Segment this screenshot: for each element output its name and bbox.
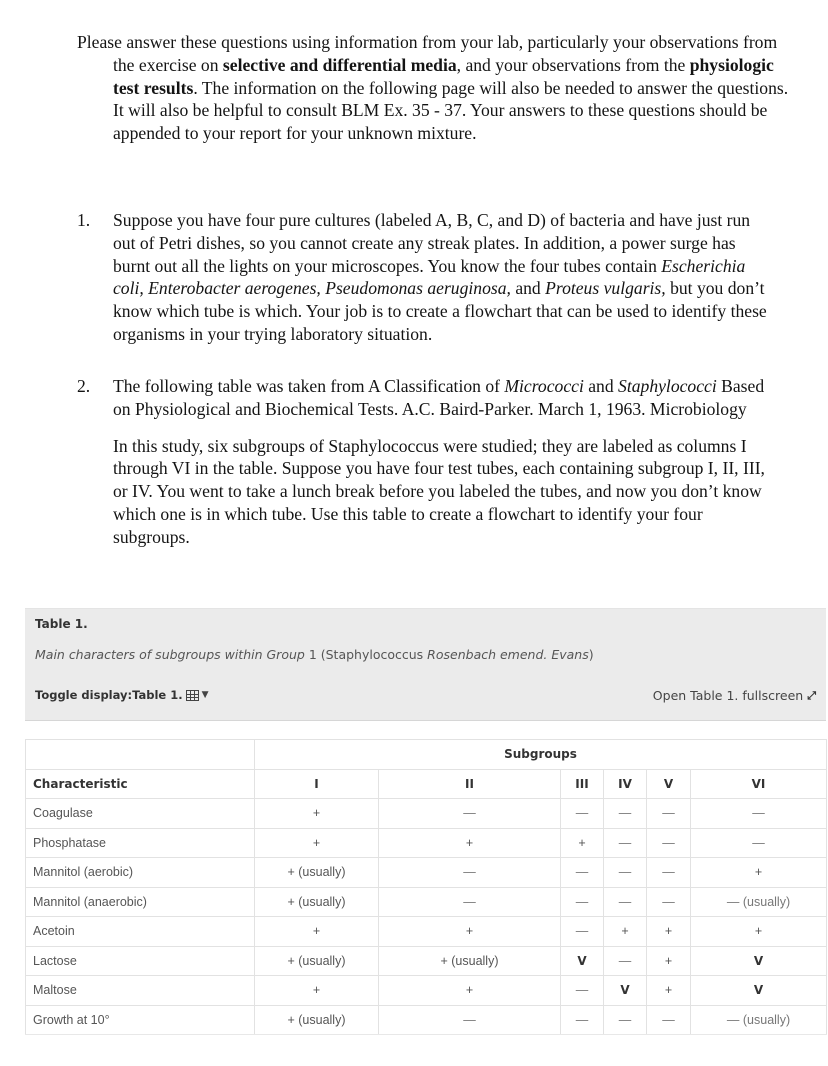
- value-cell: —: [647, 828, 691, 858]
- column-header-i: I: [255, 769, 379, 799]
- value-cell: —: [604, 887, 647, 917]
- column-header-v: V: [647, 769, 691, 799]
- characteristic-cell: Mannitol (aerobic): [26, 858, 255, 888]
- column-header-characteristic: Characteristic: [26, 769, 255, 799]
- value-cell: +: [379, 917, 561, 947]
- table-row: [26, 917, 827, 947]
- characteristic-cell: Mannitol (anaerobic): [26, 887, 255, 917]
- value-cell: —: [604, 1005, 647, 1035]
- value-cell: +: [647, 946, 691, 976]
- table-group-header-row: [26, 740, 827, 770]
- text-segment: Staphylococci: [618, 376, 717, 396]
- question-body: [113, 209, 773, 346]
- text-segment: Micrococci: [504, 376, 584, 396]
- text-segment: and: [583, 376, 619, 396]
- value-cell: +: [255, 828, 379, 858]
- value-cell: V: [604, 976, 647, 1006]
- question-paragraph: [113, 435, 773, 549]
- expand-arrows-icon: ⤢: [807, 688, 816, 702]
- value-cell: V: [561, 946, 604, 976]
- text-segment: and: [510, 278, 546, 299]
- subgroups-table: [25, 739, 827, 1035]
- caption-part: Main characters of subgroups within Group: [35, 647, 305, 662]
- question-1: [77, 209, 777, 346]
- value-cell: —: [604, 799, 647, 829]
- table-column-header-row: [26, 769, 827, 799]
- empty-header-cell: [26, 740, 255, 770]
- value-cell: —: [691, 799, 827, 829]
- value-cell: —: [379, 799, 561, 829]
- value-cell: +: [561, 828, 604, 858]
- characteristic-cell: Phosphatase: [26, 828, 255, 858]
- value-cell: + (usually): [379, 946, 561, 976]
- value-cell: —: [561, 858, 604, 888]
- column-header-ii: II: [379, 769, 561, 799]
- intro-paragraph: [77, 31, 803, 145]
- question-number: 1.: [77, 210, 91, 230]
- question-body: [113, 375, 773, 549]
- value-cell: —: [604, 946, 647, 976]
- value-cell: +: [255, 976, 379, 1006]
- caption-part: 1 (Staphylococcus: [304, 647, 428, 662]
- question-paragraph: [113, 209, 773, 346]
- text-segment: . The information on the following page will also be needed to answer the questions. It will also be helpful to consult BLM Ex. 35 - 37. Your answers to these questions should be appended to your report for your unknown mixture.: [113, 77, 789, 144]
- value-cell: —: [379, 887, 561, 917]
- value-cell: —: [561, 976, 604, 1006]
- value-cell: V: [691, 946, 827, 976]
- toggle-display-button[interactable]: [35, 688, 209, 702]
- characteristic-cell: Maltose: [26, 976, 255, 1006]
- characteristic-cell: Acetoin: [26, 917, 255, 947]
- table-label: Table 1.: [35, 617, 88, 631]
- text-segment: In this study, six subgroups of Staphylococcus were studied; they are labeled as columns I through VI in the table. Suppose you have four test tubes, each containing subgroup I, II, III, or IV. You went to take a lunch break before you labeled the tubes, and now you don’t know which one is in which tube. Use this table to create a flowchart to identify your four subgroups.: [113, 435, 765, 547]
- text-segment: Please answer these questions using information from your lab, particularly your observations from the exercise on: [77, 32, 778, 75]
- value-cell: —: [561, 1005, 604, 1035]
- value-cell: V: [691, 976, 827, 1006]
- value-cell: + (usually): [255, 858, 379, 888]
- value-cell: +: [647, 976, 691, 1006]
- caption-part: ): [588, 647, 594, 662]
- value-cell: — (usually): [691, 887, 827, 917]
- value-cell: —: [604, 858, 647, 888]
- table-row: [26, 858, 827, 888]
- value-cell: + (usually): [255, 946, 379, 976]
- table-caption-panel: [25, 608, 826, 721]
- toggle-display-label: Toggle display:Table 1.: [35, 688, 183, 702]
- value-cell: +: [255, 917, 379, 947]
- value-cell: + (usually): [255, 887, 379, 917]
- table-row: [26, 976, 827, 1006]
- text-segment: Proteus vulgaris,: [545, 278, 666, 299]
- question-2: [77, 375, 777, 549]
- value-cell: +: [647, 917, 691, 947]
- value-cell: +: [604, 917, 647, 947]
- table-row: [26, 828, 827, 858]
- text-segment: Escherichia coli, Enterobacter aerogenes, Pseudomonas aeruginosa,: [113, 255, 746, 299]
- subgroups-header: Subgroups: [255, 740, 827, 770]
- caret-down-icon: ▼: [201, 690, 209, 700]
- table-caption: [35, 647, 594, 662]
- value-cell: —: [561, 799, 604, 829]
- value-cell: —: [647, 858, 691, 888]
- value-cell: —: [647, 1005, 691, 1035]
- open-fullscreen-link[interactable]: [653, 688, 816, 703]
- table-grid-icon: [186, 690, 199, 701]
- text-segment: selective and differential media: [222, 54, 457, 75]
- column-header-iii: III: [561, 769, 604, 799]
- text-segment: Based on Physiological and Biochemical Tests. A.C. Baird-Parker. March 1, 1963. Microbiology: [113, 376, 765, 419]
- column-header-iv: IV: [604, 769, 647, 799]
- table-row: [26, 887, 827, 917]
- text-segment: The following table was taken from A Classification of: [113, 376, 505, 396]
- table-row: [26, 799, 827, 829]
- value-cell: —: [561, 917, 604, 947]
- table-row: [26, 1005, 827, 1035]
- value-cell: +: [255, 799, 379, 829]
- value-cell: —: [561, 887, 604, 917]
- value-cell: + (usually): [255, 1005, 379, 1035]
- characteristic-cell: Coagulase: [26, 799, 255, 829]
- question-number: 2.: [77, 376, 91, 396]
- text-segment: but you don’t know which tube is which. Your job is to create a flowchart that can be used to identify these organisms in your trying laboratory situation.: [113, 278, 767, 344]
- value-cell: +: [691, 858, 827, 888]
- value-cell: +: [379, 976, 561, 1006]
- caption-part: Rosenbach emend. Evans: [427, 647, 589, 662]
- text-segment: physiologic test results: [113, 54, 774, 98]
- question-paragraph: [113, 375, 773, 421]
- table-body: [26, 799, 827, 1035]
- value-cell: —: [379, 858, 561, 888]
- characteristic-cell: Growth at 10°: [26, 1005, 255, 1035]
- value-cell: — (usually): [691, 1005, 827, 1035]
- value-cell: —: [604, 828, 647, 858]
- table-row: [26, 946, 827, 976]
- fullscreen-label: Open Table 1. fullscreen: [652, 688, 804, 703]
- value-cell: +: [691, 917, 827, 947]
- value-cell: —: [647, 887, 691, 917]
- value-cell: —: [379, 1005, 561, 1035]
- text-segment: Suppose you have four pure cultures (labeled A, B, C, and D) of bacteria and have just run out of Petri dishes, so you cannot create any streak plates. In addition, a power surge has burnt out all the lights on your microscopes. You know the four tubes contain: [113, 210, 751, 276]
- value-cell: —: [647, 799, 691, 829]
- value-cell: +: [379, 828, 561, 858]
- characteristic-cell: Lactose: [26, 946, 255, 976]
- column-header-vi: VI: [691, 769, 827, 799]
- text-segment: , and your observations from the: [456, 54, 690, 75]
- value-cell: —: [691, 828, 827, 858]
